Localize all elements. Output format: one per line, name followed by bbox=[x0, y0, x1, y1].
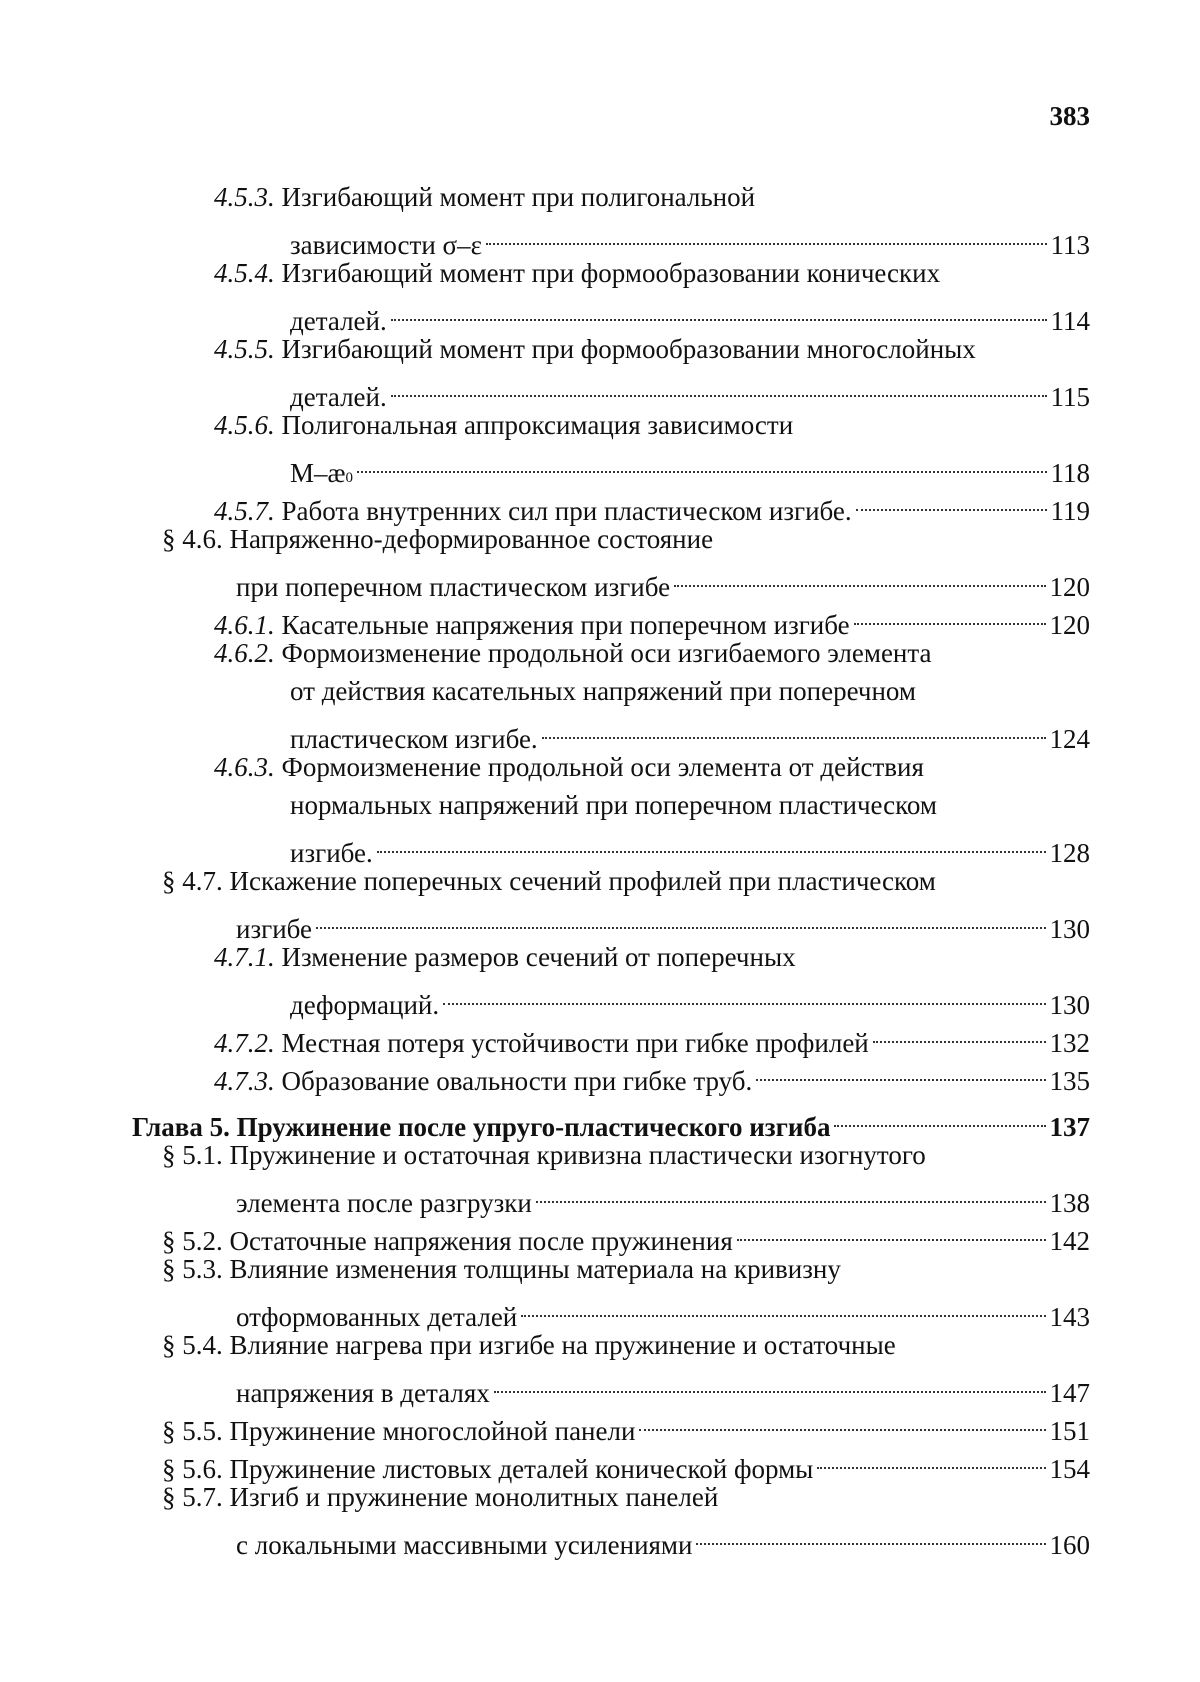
toc-line bbox=[214, 938, 1090, 976]
toc-page-number: 124 bbox=[1049, 724, 1090, 754]
toc-line bbox=[290, 444, 1090, 488]
dot-leader bbox=[536, 1174, 1046, 1212]
toc-line bbox=[214, 596, 1090, 640]
toc-entry-4-6-3 bbox=[0, 748, 1200, 868]
toc-number: § 5.6. bbox=[162, 1454, 223, 1484]
dot-leader bbox=[391, 292, 1047, 330]
dot-leader bbox=[756, 1052, 1045, 1090]
page-number: 383 bbox=[1049, 101, 1090, 131]
toc-title: при поперечном пластическом изгибе bbox=[236, 572, 671, 602]
toc-title: изгибе bbox=[236, 914, 313, 944]
toc-title: пластическом изгибе. bbox=[290, 724, 538, 754]
toc-entry-4-7 bbox=[0, 862, 1200, 944]
toc-title: М–æ bbox=[290, 458, 346, 488]
toc-number: § 4.7. bbox=[162, 866, 223, 896]
toc-title: зависимости σ–ε bbox=[290, 230, 482, 260]
toc-title: Остаточные напряжения после пружинения bbox=[229, 1226, 733, 1256]
toc-title: Пружинение многослойной панели bbox=[229, 1416, 636, 1446]
toc-entry-4-6 bbox=[0, 520, 1200, 602]
toc-title: Полигональная аппроксимация зависимости bbox=[281, 410, 794, 440]
toc-title: Работа внутренних сил при пластическом изгибе. bbox=[281, 496, 852, 526]
toc-line bbox=[290, 292, 1090, 336]
toc-entry-5-2 bbox=[0, 1212, 1200, 1256]
toc-title: деталей. bbox=[290, 306, 387, 336]
toc-entry-4-7-1 bbox=[0, 938, 1200, 1020]
toc-line bbox=[132, 1098, 1090, 1142]
toc-page-number: 130 bbox=[1049, 914, 1090, 944]
toc-page-number: 128 bbox=[1049, 838, 1090, 868]
toc-page-number: 151 bbox=[1049, 1416, 1090, 1446]
toc-title: Пружинение и остаточная кривизна пластически изогнутого bbox=[229, 1140, 926, 1170]
toc-line bbox=[162, 1440, 1090, 1484]
toc-line bbox=[214, 330, 1090, 368]
toc-entry-5-6 bbox=[0, 1440, 1200, 1484]
toc-title: Формоизменение продольной оси изгибаемого элемента bbox=[281, 638, 932, 668]
toc-line bbox=[214, 1014, 1090, 1058]
toc-number: 4.7.3. bbox=[214, 1066, 275, 1096]
toc-title: Изгиб и пружинение монолитных панелей bbox=[229, 1482, 719, 1512]
toc-line bbox=[214, 178, 1090, 216]
toc-page-number: 118 bbox=[1050, 458, 1090, 488]
toc-page-number: 142 bbox=[1049, 1226, 1090, 1256]
toc-page-number: 147 bbox=[1049, 1378, 1090, 1408]
toc-page-number: 120 bbox=[1049, 572, 1090, 602]
toc-entry-4-5-6 bbox=[0, 406, 1200, 488]
toc-page-number: 119 bbox=[1050, 496, 1090, 526]
toc-line bbox=[214, 482, 1090, 526]
toc-number: § 5.5. bbox=[162, 1416, 223, 1446]
toc-entry-5-3 bbox=[0, 1250, 1200, 1332]
toc-page-number: 138 bbox=[1049, 1188, 1090, 1218]
toc-line bbox=[162, 1212, 1090, 1256]
toc-number: 4.5.3. bbox=[214, 182, 275, 212]
toc-title: Влияние нагрева при изгибе на пружинение и остаточные bbox=[229, 1330, 896, 1360]
toc-title: отформованных деталей bbox=[236, 1302, 518, 1332]
dot-leader bbox=[674, 558, 1045, 596]
toc-page-number: 120 bbox=[1049, 610, 1090, 640]
toc-title: Изгибающий момент при формообразовании конических bbox=[281, 258, 941, 288]
dot-leader bbox=[873, 1014, 1046, 1052]
toc-title: Формоизменение продольной оси элемента от действия bbox=[281, 752, 924, 782]
dot-leader bbox=[377, 824, 1046, 862]
toc-line bbox=[290, 710, 1090, 754]
toc-page-number: 137 bbox=[1049, 1112, 1090, 1142]
toc-page-number: 160 bbox=[1049, 1530, 1090, 1560]
toc-line bbox=[214, 748, 1090, 786]
toc-number: 4.6.1. bbox=[214, 610, 275, 640]
toc-line bbox=[162, 1326, 1090, 1364]
toc-line bbox=[162, 862, 1090, 900]
toc-line bbox=[214, 1052, 1090, 1096]
toc-title: с локальными массивными усилениями bbox=[236, 1530, 693, 1560]
toc-line bbox=[162, 1250, 1090, 1288]
toc-entry-4-6-2 bbox=[0, 634, 1200, 754]
toc-subscript: 0 bbox=[345, 470, 354, 486]
dot-leader bbox=[639, 1402, 1045, 1440]
toc-line bbox=[290, 216, 1090, 260]
toc-number: § 5.1. bbox=[162, 1140, 223, 1170]
toc-line bbox=[162, 1402, 1090, 1446]
toc-number: 4.5.6. bbox=[214, 410, 275, 440]
toc-number: 4.6.3. bbox=[214, 752, 275, 782]
toc-title: нормальных напряжений при поперечном пластическом bbox=[290, 790, 937, 820]
toc-line bbox=[214, 406, 1090, 444]
toc-number: 4.6.2. bbox=[214, 638, 275, 668]
toc-title: Напряженно-деформированное состояние bbox=[229, 524, 714, 554]
toc-line bbox=[236, 900, 1090, 944]
toc-title: изгибе. bbox=[290, 838, 373, 868]
toc-line bbox=[236, 1288, 1090, 1332]
dot-leader bbox=[542, 710, 1046, 748]
toc-number: 4.7.2. bbox=[214, 1028, 275, 1058]
toc-line bbox=[290, 824, 1090, 868]
toc-page-number: 135 bbox=[1049, 1066, 1090, 1096]
toc-line bbox=[236, 1174, 1090, 1218]
toc-number: 4.7.1. bbox=[214, 942, 275, 972]
toc-line bbox=[162, 1136, 1090, 1174]
toc-page-number: 113 bbox=[1050, 230, 1090, 260]
toc-entry-4-5-5 bbox=[0, 330, 1200, 412]
toc-entry-4-6-1 bbox=[0, 596, 1200, 640]
toc-line bbox=[236, 558, 1090, 602]
toc-entry-5-7 bbox=[0, 1478, 1200, 1560]
toc-entry-4-5-3 bbox=[0, 178, 1200, 260]
toc-line bbox=[236, 1364, 1090, 1408]
dot-leader bbox=[486, 216, 1047, 254]
toc-page-number: 154 bbox=[1049, 1454, 1090, 1484]
toc-entry-5-4 bbox=[0, 1326, 1200, 1408]
toc-title: Местная потеря устойчивости при гибке профилей bbox=[281, 1028, 869, 1058]
toc-number: § 5.4. bbox=[162, 1330, 223, 1360]
toc-number: § 5.3. bbox=[162, 1254, 223, 1284]
toc-title: Изменение размеров сечений от поперечных bbox=[281, 942, 796, 972]
toc-line bbox=[236, 1516, 1090, 1560]
toc-line bbox=[162, 520, 1090, 558]
toc-title: Образование овальности при гибке труб. bbox=[281, 1066, 753, 1096]
toc-entry-4-5-4 bbox=[0, 254, 1200, 336]
toc-line bbox=[162, 1478, 1090, 1516]
toc-title: Изгибающий момент при формообразовании многослойных bbox=[281, 334, 976, 364]
toc-entry-4-5-7 bbox=[0, 482, 1200, 526]
toc-page-number: 115 bbox=[1050, 382, 1090, 412]
toc-title: Влияние изменения толщины материала на кривизну bbox=[229, 1254, 841, 1284]
dot-leader bbox=[316, 900, 1045, 938]
toc-number: 4.5.5. bbox=[214, 334, 275, 364]
toc-line bbox=[290, 368, 1090, 412]
toc-title: элемента после разгрузки bbox=[236, 1188, 532, 1218]
dot-leader bbox=[834, 1098, 1045, 1136]
toc-title: Касательные напряжения при поперечном изгибе bbox=[281, 610, 850, 640]
toc-page-number: 130 bbox=[1049, 990, 1090, 1020]
toc-line bbox=[214, 634, 1090, 672]
toc-line bbox=[214, 254, 1090, 292]
toc-line bbox=[290, 976, 1090, 1020]
dot-leader bbox=[854, 596, 1046, 634]
dot-leader bbox=[856, 482, 1047, 520]
toc-number: 4.5.4. bbox=[214, 258, 275, 288]
toc-title: Изгибающий момент при полигональной bbox=[281, 182, 756, 212]
dot-leader bbox=[696, 1516, 1045, 1554]
dot-leader bbox=[817, 1440, 1045, 1478]
dot-leader bbox=[391, 368, 1047, 406]
toc-number: § 5.2. bbox=[162, 1226, 223, 1256]
toc-page-number: 143 bbox=[1049, 1302, 1090, 1332]
table-of-contents bbox=[0, 178, 1200, 1560]
toc-title: от действия касательных напряжений при поперечном bbox=[290, 676, 916, 706]
dot-leader bbox=[357, 444, 1046, 482]
toc-number: § 5.7. bbox=[162, 1482, 223, 1512]
dot-leader bbox=[494, 1364, 1046, 1402]
toc-title: деформаций. bbox=[290, 990, 440, 1020]
toc-entry-5-1 bbox=[0, 1136, 1200, 1218]
toc-entry-5-5 bbox=[0, 1402, 1200, 1446]
toc-title: деталей. bbox=[290, 382, 387, 412]
toc-entry-4-7-3 bbox=[0, 1052, 1200, 1096]
dot-leader bbox=[521, 1288, 1045, 1326]
toc-title: напряжения в деталях bbox=[236, 1378, 490, 1408]
toc-entry-4-7-2 bbox=[0, 1014, 1200, 1058]
toc-page-number: 132 bbox=[1049, 1028, 1090, 1058]
dot-leader bbox=[737, 1212, 1046, 1250]
toc-title: Пружинение листовых деталей конической формы bbox=[229, 1454, 814, 1484]
toc-title: Пружинение после упруго-пластического изгиба bbox=[236, 1112, 831, 1142]
toc-entry-ch5 bbox=[0, 1098, 1200, 1142]
toc-line bbox=[290, 786, 1090, 824]
toc-number: Глава 5. bbox=[132, 1112, 230, 1142]
dot-leader bbox=[443, 976, 1045, 1014]
toc-page-number: 114 bbox=[1050, 306, 1090, 336]
toc-number: 4.5.7. bbox=[214, 496, 275, 526]
toc-title: Искажение поперечных сечений профилей при пластическом bbox=[229, 866, 936, 896]
toc-number: § 4.6. bbox=[162, 524, 223, 554]
toc-line bbox=[290, 672, 1090, 710]
